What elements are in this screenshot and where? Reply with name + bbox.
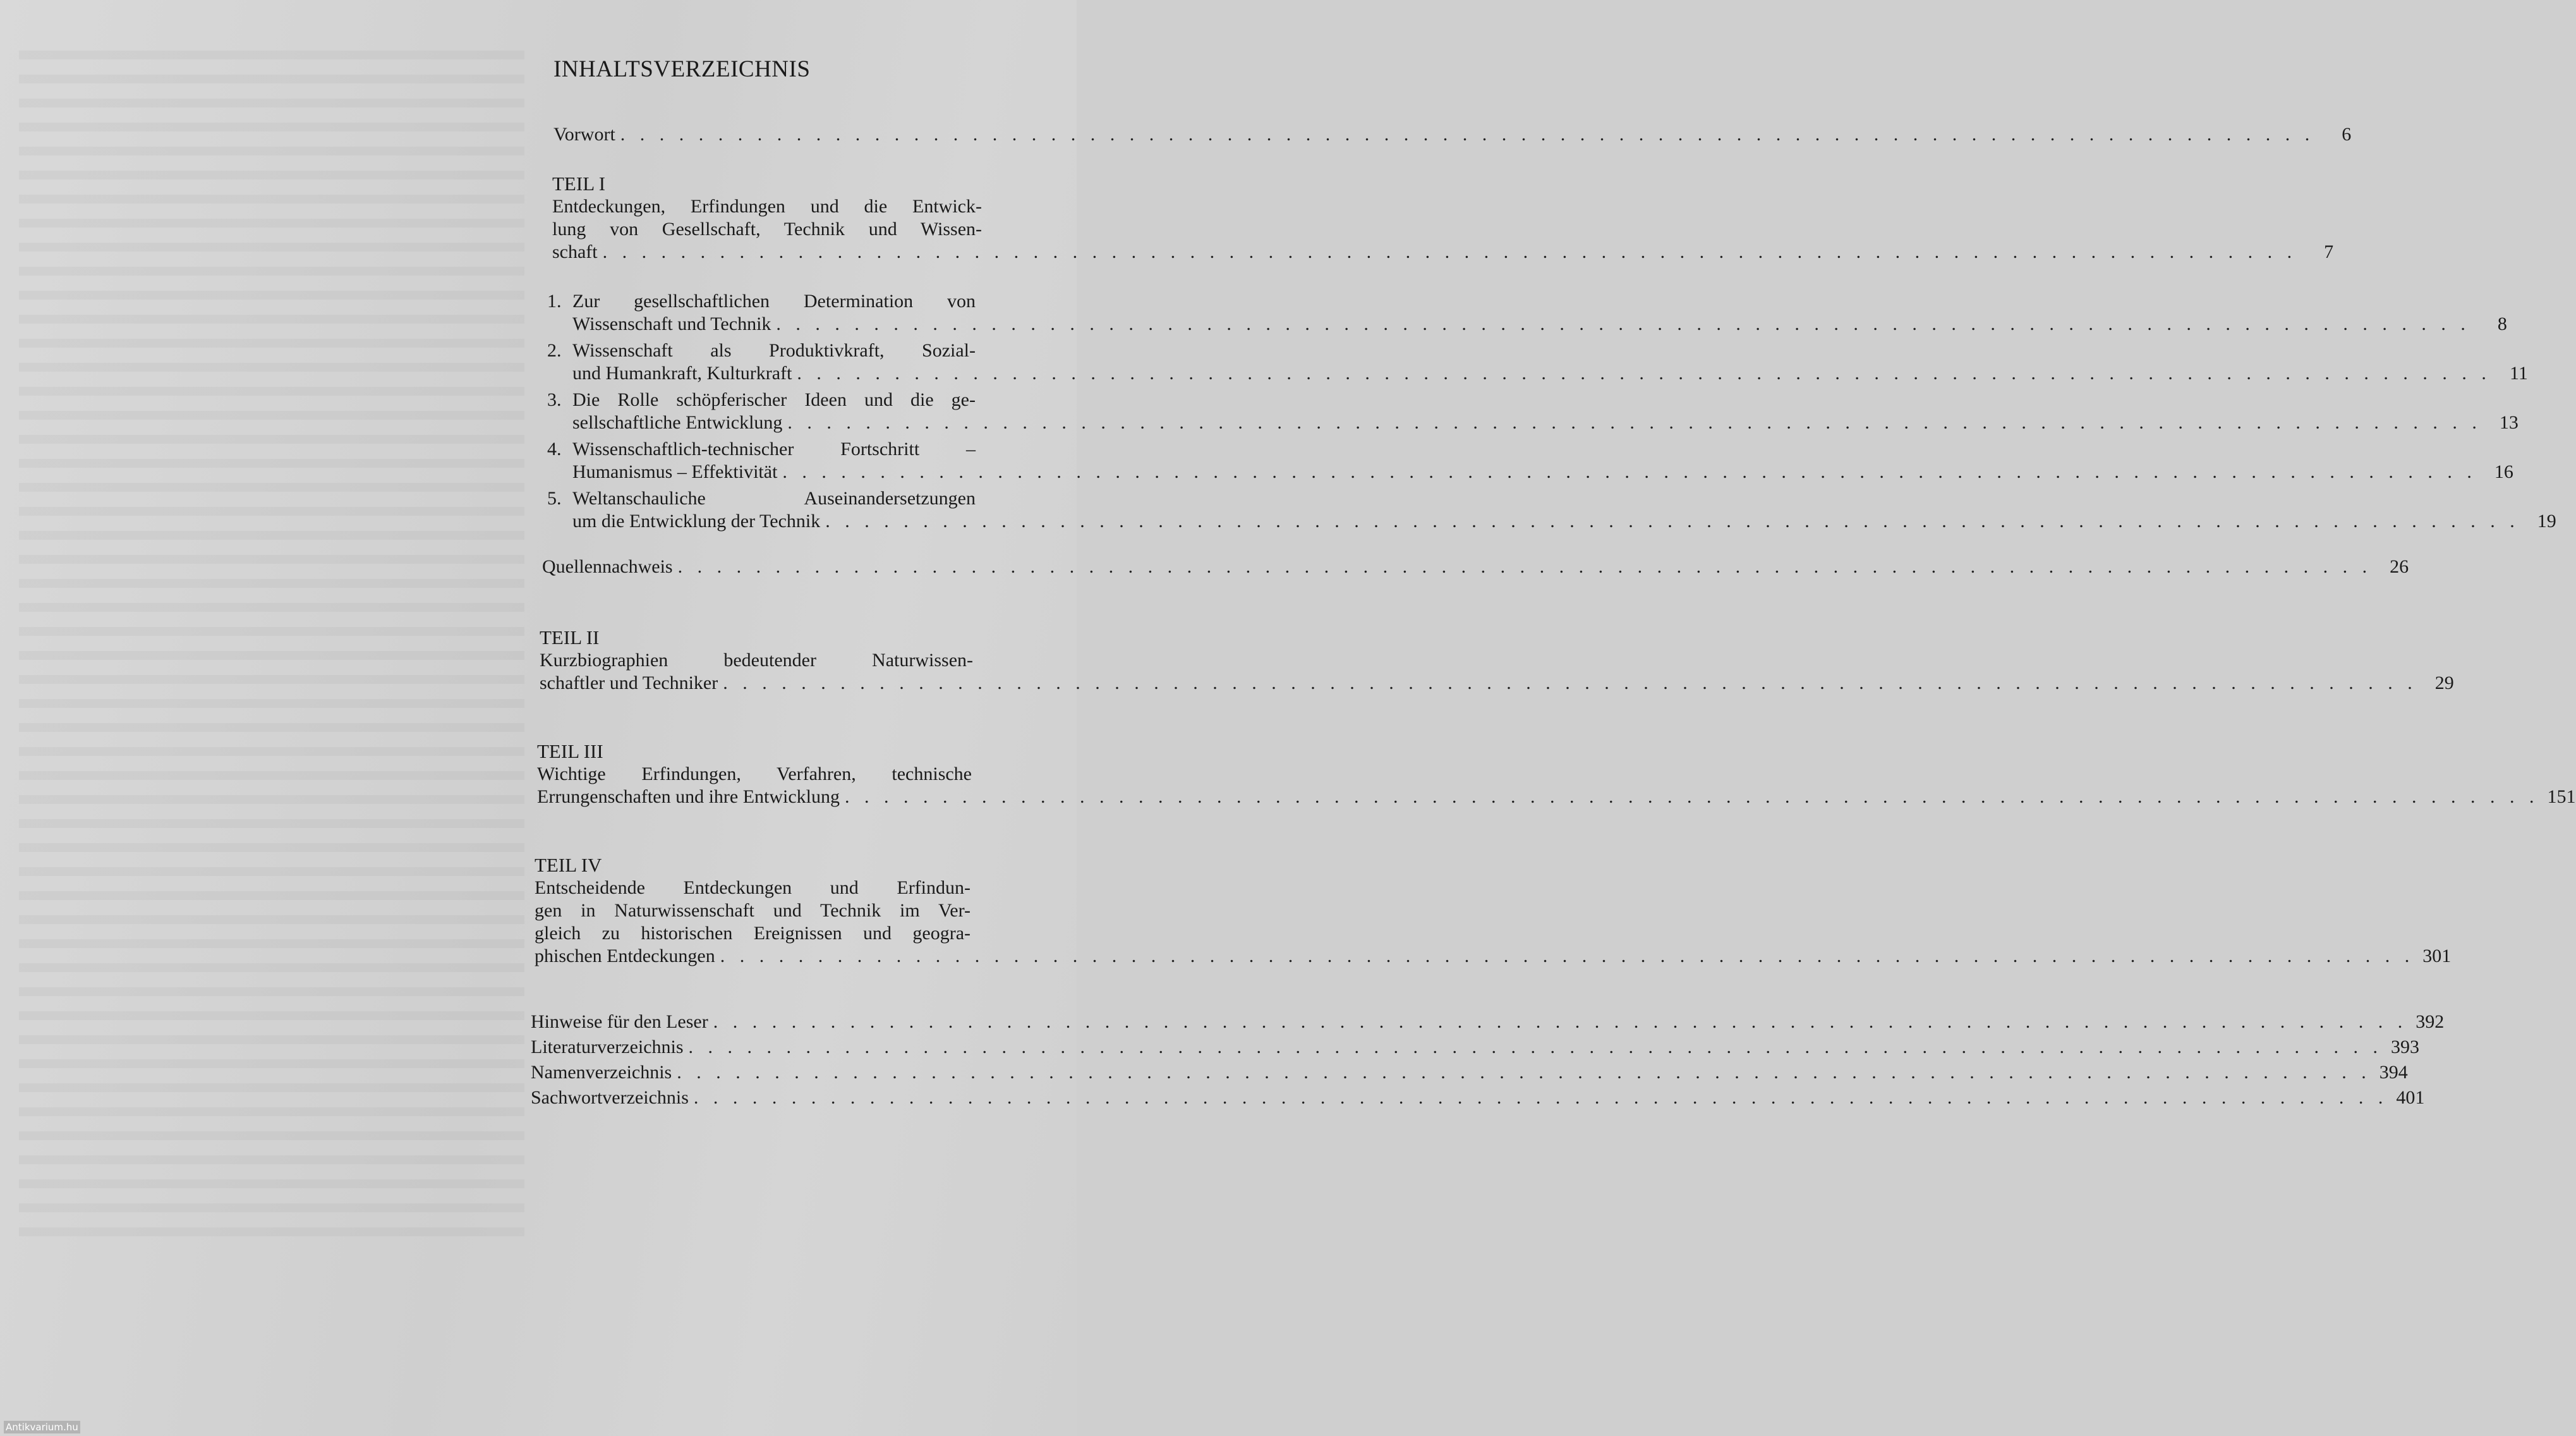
chapter-line: Wissenschaftlich-technischer Fortschritt – [572,439,976,459]
chapter-line: sellschaftliche Entwicklung [572,412,783,433]
chapter-line: Humanismus – Effektivität [572,461,778,482]
chapter-line: Wissenschaft und Technik [572,313,771,334]
chapter-number: 2. [547,340,562,361]
entry-label: Sachwortverzeichnis [531,1087,689,1108]
part-heading: TEIL II [540,626,600,648]
leader-dots [603,241,2297,264]
page-number: 29 [2434,672,2454,693]
toc-part-2 [540,626,2454,695]
watermark: Antikvarium.hu [4,1421,80,1433]
chapter-number: 4. [547,439,562,459]
chapter-entry-2 [547,339,2528,385]
entry-label: Hinweise für den Leser [531,1011,708,1032]
part-heading: TEIL I [552,173,606,195]
chapter-entry-5 [547,487,2556,533]
chapter-number: 3. [547,389,562,410]
part-text-line: gleich zu historischen Ereignissen und geogra- [535,923,971,944]
page-number: 11 [2510,363,2528,384]
part-text-line: Kurzbiographien bedeutender Naturwissen- [540,650,973,671]
entry-label: Vorwort [553,124,615,145]
page-number: 19 [2537,511,2556,532]
leader-dots [689,1035,2383,1060]
page-number: 26 [2390,556,2409,577]
leader-dots [678,556,2373,578]
part-text-line: Wichtige Erfindungen, Verfahren, technische [537,764,972,784]
chapter-list [547,290,2556,533]
show-through-text [19,51,524,1251]
chapter-number: 5. [547,488,562,509]
appendix-entry [531,1060,2408,1085]
part-text-last: schaftler und Techniker [540,672,718,693]
page-number: 394 [2379,1062,2408,1083]
chapter-number: 1. [547,291,562,312]
appendix-list [531,1009,2445,1110]
leader-dots [713,1009,2408,1035]
toc-part-4 [535,854,2452,968]
leader-dots [620,123,2315,146]
leader-dots [845,786,2539,808]
leader-dots [723,672,2417,695]
leader-dots [720,945,2415,968]
page-number: 401 [2396,1087,2425,1108]
leader-dots [694,1085,2388,1110]
chapter-entry-3 [547,389,2519,434]
entry-label: Namenverzeichnis [531,1062,672,1083]
chapter-entry-4 [547,438,2513,484]
part-text-line: lung von Gesellschaft, Technik und Wissen- [552,219,982,240]
toc-part-3 [537,740,2576,808]
chapter-line: Die Rolle schöpferischer Ideen und die ge- [572,389,976,410]
chapter-line: um die Entwicklung der Technik [572,511,821,532]
chapter-line: Wissenschaft als Produktivkraft, Sozial- [572,340,976,361]
part-heading: TEIL III [537,740,603,762]
page-number: 393 [2391,1037,2420,1057]
page-number: 16 [2494,461,2513,482]
chapter-line: Zur gesellschaftlichen Determination von [572,291,976,312]
page-number: 301 [2422,946,2452,966]
toc-title: INHALTSVERZEICHNIS [553,56,811,82]
part-heading: TEIL IV [535,854,602,876]
table-of-contents [531,56,2576,1110]
leader-dots [787,411,2482,434]
appendix-entry [531,1009,2445,1035]
part-text-line: Entdeckungen, Erfindungen und die Entwick- [552,196,982,217]
leader-dots [825,510,2520,533]
part-text-last: phischen Entdeckungen [535,946,715,966]
leader-dots [776,313,2470,336]
part-text-last: schaft [552,241,598,262]
toc-part-1 [552,173,2334,264]
appendix-entry [531,1085,2425,1110]
page-number: 151 [2547,786,2576,807]
entry-label: Literaturverzeichnis [531,1037,684,1057]
page-number: 6 [2342,124,2352,145]
chapter-entry-1 [547,290,2507,336]
chapter-line: und Humankraft, Kulturkraft [572,363,792,384]
part-text-line: gen in Naturwissenschaft und Technik im Ver- [535,900,971,921]
leader-dots [677,1060,2371,1085]
part-text-last: Errungenschaften und ihre Entwicklung [537,786,840,807]
page-number: 13 [2499,412,2519,433]
part-text-line: Entscheidende Entdeckungen und Erfindun- [535,877,971,898]
leader-dots [797,362,2491,385]
toc-entry-quellen [542,556,2409,578]
entry-label: Quellennachweis [542,556,673,577]
leader-dots [782,461,2477,484]
page-number: 392 [2416,1011,2445,1032]
appendix-entry [531,1035,2420,1060]
page-number: 7 [2324,241,2334,262]
toc-entry-vorwort [553,123,2352,146]
page-number: 8 [2497,313,2507,334]
chapter-line: Weltanschauliche Auseinandersetzungen [572,488,976,509]
